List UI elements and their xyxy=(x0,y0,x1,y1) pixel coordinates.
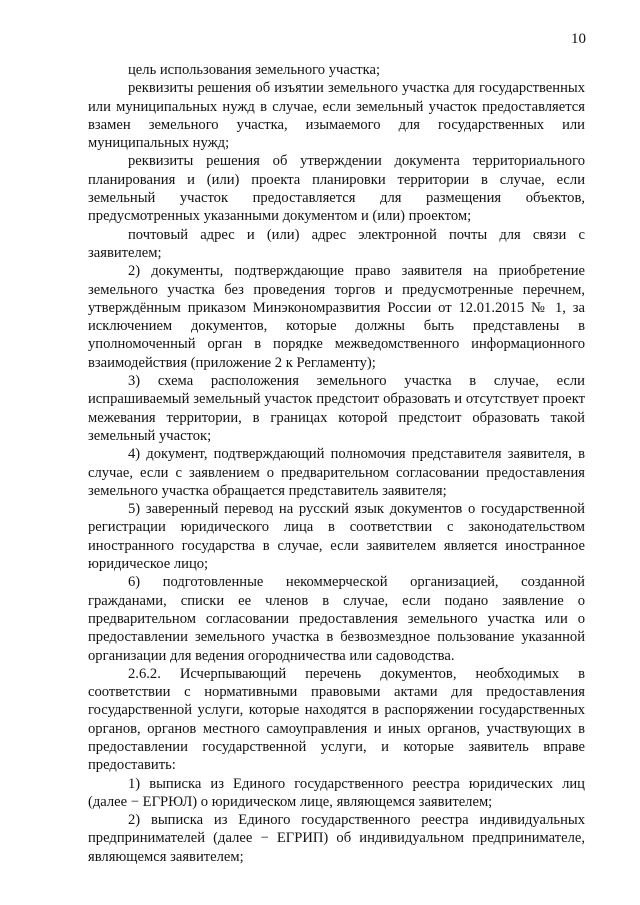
page-number: 10 xyxy=(571,31,586,47)
paragraph-land-use-purpose: цель использования земельного участка; xyxy=(128,62,381,78)
document-body xyxy=(88,61,585,866)
paragraph-item-4-representative-authority: 4) документ, подтверждающий полномочия представителя заявителя, в случае, если с заявлением о предварительном согласовании предоставления земельного участка обращается представитель заявителя; xyxy=(88,446,585,499)
paragraph-section-2-6-2: 2.6.2. Исчерпывающий перечень документов, необходимых в соответствии с нормативными правовыми актами для предоставления государственной услуги, которые находятся в распоряжении государственных органов, органов местного самоуправления и иных органов, участвующих в предоставлении государственной услуги, и которые заявитель вправе предоставить: xyxy=(88,665,585,774)
paragraph-item-3-layout-scheme: 3) схема расположения земельного участка в случае, если испрашиваемый земельный участок предстоит образовать и отсутствует проект межевания территории, в границах которой предстоит образовать такой земельный участок; xyxy=(88,373,585,444)
paragraph-item-2-rights-documents: 2) документы, подтверждающие право заявителя на приобретение земельного участка без проведения торгов и предусмотренные перечнем, утверждённым приказом Минэкономразвития России от 12.01.2015 № 1, за исключением документов, которые должны быть представлены в уполномоченный орган в порядке межведомственного информационного взаимодействия (приложение 2 к Регламенту); xyxy=(88,263,585,371)
paragraph-egrul-extract: 1) выписка из Единого государственного реестра юридических лиц (далее − ЕГРЮЛ) о юридическом лице, являющемся заявителем; xyxy=(88,775,585,810)
paragraph-contact-address: почтовый адрес и (или) адрес электронной почты для связи с заявителем; xyxy=(88,226,585,261)
paragraph-item-5-translation: 5) заверенный перевод на русский язык документов о государственной регистрации юридического лица в соответствии с законодательством иностранного государства в случае, если заявителем является иностранное юридическое лицо; xyxy=(88,501,585,573)
paragraph-seizure-decision: реквизиты решения об изъятии земельного участка для государственных или муниципальных нужд в случае, если земельный участок предоставляется взамен земельного участка, изымаемого для государственных или муниципальных нужд; xyxy=(88,80,585,152)
paragraph-planning-decision: реквизиты решения об утверждении документа территориального планирования и (или) проекта планировки территории в случае, если земельный участок предоставляется для размещения объектов, предусмотренных указанными документом и (или) проектом; xyxy=(88,153,585,225)
paragraph-item-6-member-lists: 6) подготовленные некоммерческой организацией, созданной гражданами, списки ее членов в случае, если подано заявление о предварительном согласовании предоставления земельного участка или о предоставлении земельного участка в безвозмездное пользование указанной организации для ведения огородничества или садоводства. xyxy=(88,574,585,664)
paragraph-egrip-extract: 2) выписка из Единого государственного реестра индивидуальных предпринимателей (далее − ЕГРИП) об индивидуальном предпринимателе, являющемся заявителем; xyxy=(88,812,585,865)
